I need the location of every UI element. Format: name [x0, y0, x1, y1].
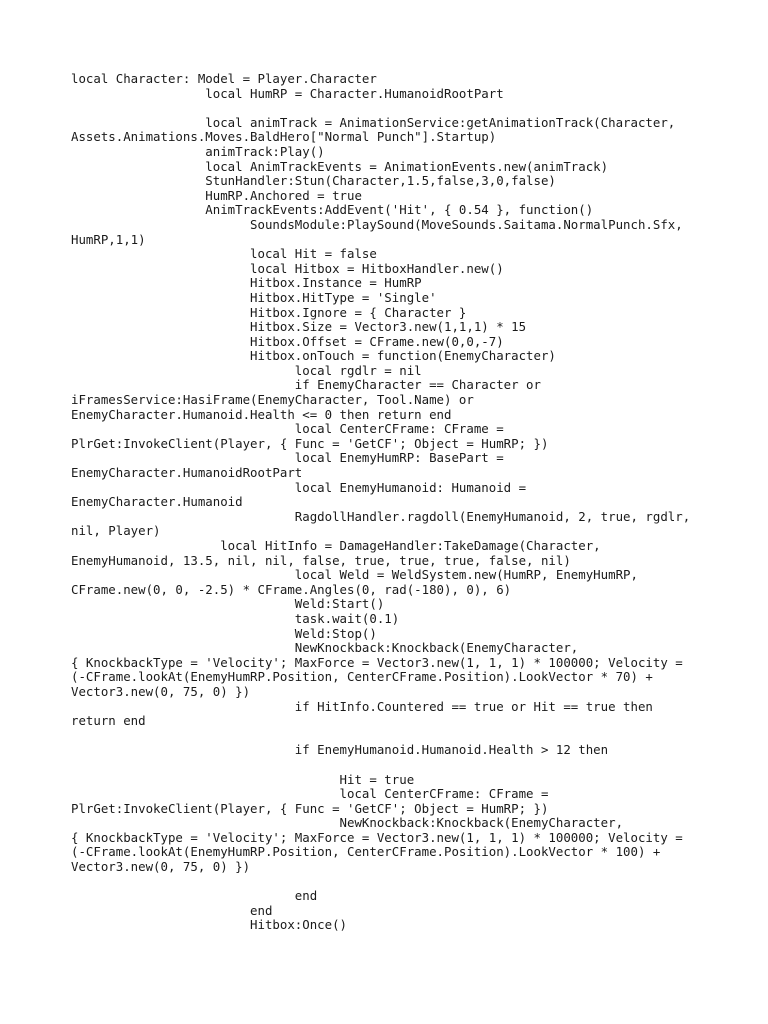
- code-line: local Weld = WeldSystem.new(HumRP, EnemyHumRP,: [71, 567, 638, 583]
- code-line: Hitbox.Instance = HumRP: [71, 275, 422, 291]
- code-line: Weld:Start(): [71, 596, 385, 612]
- code-line: if EnemyHumanoid.Humanoid.Health > 12 then: [71, 742, 609, 758]
- code-line: EnemyHumanoid, 13.5, nil, nil, false, true, true, true, false, nil): [71, 552, 571, 568]
- code-line: [71, 101, 711, 116]
- code-line: Hitbox.onTouch = function(EnemyCharacter): [71, 348, 556, 364]
- code-line: { KnockbackType = 'Velocity'; MaxForce = Vector3.new(1, 1, 1) * 100000; Velocity =: [71, 829, 683, 845]
- code-line: local Character: Model = Player.Character: [71, 71, 377, 86]
- code-line: local Hitbox = HitboxHandler.new(): [71, 260, 504, 276]
- code-line: StunHandler:Stun(Character,1.5,false,3,0,false): [71, 173, 556, 189]
- code-line: Hitbox.HitType = 'Single': [71, 289, 437, 305]
- code-line: HumRP,1,1): [71, 231, 146, 247]
- code-line: nil, Player): [71, 523, 161, 539]
- code-line: (-CFrame.lookAt(EnemyHumRP.Position, CenterCFrame.Position).LookVector * 100) +: [71, 844, 661, 860]
- code-line: EnemyCharacter.HumanoidRootPart: [71, 465, 303, 481]
- code-line: EnemyCharacter.Humanoid: [71, 494, 243, 510]
- code-line: local EnemyHumRP: BasePart =: [71, 450, 504, 466]
- code-line: Hitbox.Size = Vector3.new(1,1,1) * 15: [71, 319, 527, 335]
- code-line: return end: [71, 713, 146, 729]
- code-line: Hit = true: [71, 771, 415, 787]
- code-line: animTrack:Play(): [71, 143, 325, 159]
- code-line: NewKnockback:Knockback(EnemyCharacter,: [71, 640, 579, 656]
- code-line: EnemyCharacter.Humanoid.Health <= 0 then return end: [71, 406, 452, 422]
- code-line: local EnemyHumanoid: Humanoid =: [71, 479, 527, 495]
- code-line: [71, 758, 711, 773]
- code-line: local CenterCFrame: CFrame =: [71, 421, 504, 437]
- code-line: Hitbox:Once(): [71, 917, 348, 933]
- code-line: [71, 875, 711, 890]
- code-line: Weld:Stop(): [71, 625, 377, 641]
- code-line: task.wait(0.1): [71, 610, 400, 626]
- code-line: iFramesService:HasiFrame(EnemyCharacter, Tool.Name) or: [71, 392, 474, 408]
- code-line: Hitbox.Ignore = { Character }: [71, 304, 467, 320]
- code-line: local HitInfo = DamageHandler:TakeDamage(Character,: [71, 538, 601, 553]
- code-line: PlrGet:InvokeClient(Player, { Func = 'GetCF'; Object = HumRP; }): [71, 435, 549, 451]
- code-line: Vector3.new(0, 75, 0) }): [71, 683, 251, 699]
- code-line: if EnemyCharacter == Character or: [71, 377, 541, 393]
- code-line: CFrame.new(0, 0, -2.5) * CFrame.Angles(0, rad(-180), 0), 6): [71, 581, 512, 597]
- code-line: Hitbox.Offset = CFrame.new(0,0,-7): [71, 333, 504, 349]
- code-block: [71, 72, 711, 933]
- code-line: local HumRP = Character.HumanoidRootPart: [71, 85, 504, 101]
- code-line: end: [71, 888, 318, 904]
- code-line: local Hit = false: [71, 246, 377, 262]
- code-line: end: [71, 902, 273, 918]
- code-line: SoundsModule:PlaySound(MoveSounds.Saitama.NormalPunch.Sfx,: [71, 216, 683, 232]
- code-line: Assets.Animations.Moves.BaldHero["Normal Punch"].Startup): [71, 129, 497, 145]
- code-line: if HitInfo.Countered == true or Hit == true then: [71, 698, 653, 714]
- code-line: [71, 729, 711, 744]
- code-line: (-CFrame.lookAt(EnemyHumRP.Position, CenterCFrame.Position).LookVector * 70) +: [71, 669, 653, 685]
- code-line: Vector3.new(0, 75, 0) }): [71, 859, 251, 875]
- code-line: NewKnockback:Knockback(EnemyCharacter,: [71, 815, 624, 831]
- code-line: AnimTrackEvents:AddEvent('Hit', { 0.54 }, function(): [71, 202, 594, 218]
- code-line: local rgdlr = nil: [71, 362, 422, 378]
- code-line: local CenterCFrame: CFrame =: [71, 786, 549, 802]
- code-line: local animTrack = AnimationService:getAnimationTrack(Character,: [71, 114, 676, 130]
- code-line: PlrGet:InvokeClient(Player, { Func = 'GetCF'; Object = HumRP; }): [71, 800, 549, 816]
- code-line: { KnockbackType = 'Velocity'; MaxForce = Vector3.new(1, 1, 1) * 100000; Velocity =: [71, 654, 683, 670]
- code-line: RagdollHandler.ragdoll(EnemyHumanoid, 2, true, rgdlr,: [71, 508, 691, 524]
- code-line: local AnimTrackEvents = AnimationEvents.new(animTrack): [71, 158, 609, 174]
- code-line: HumRP.Anchored = true: [71, 187, 362, 203]
